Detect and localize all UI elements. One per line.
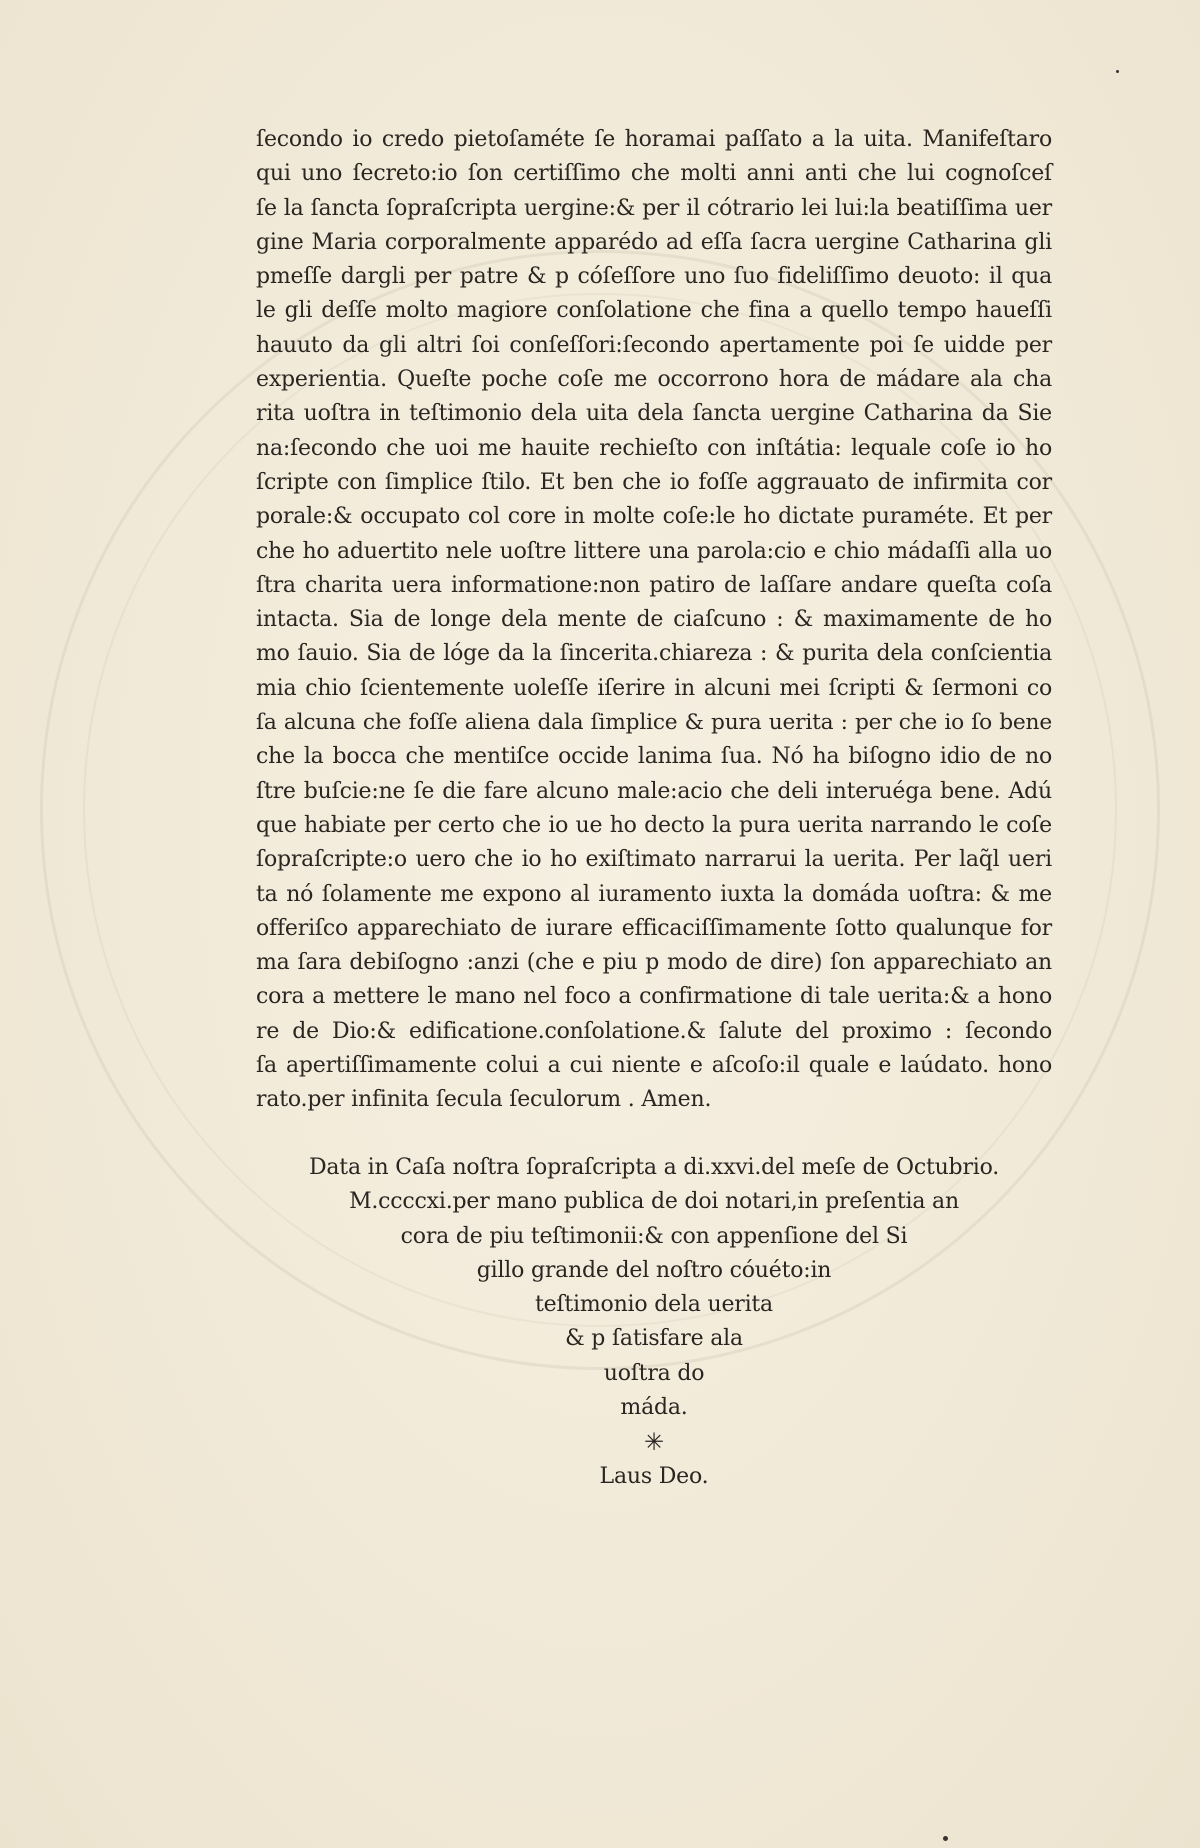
text-line: qui uno ſecreto:io ſon certiſſimo che molti anni anti che lui cognoſceſ [256,161,1052,187]
ink-speck [1116,70,1119,73]
text-line: pmeſſe dargli per patre & p cóſeſſore uno ſuo fideliſſimo deuoto: il qua [256,264,1052,290]
text-line: na:ſecondo che uoi me hauite rechieſto con inſtátia: lequale coſe io ho [256,435,1052,461]
colophon [256,1151,1052,1494]
text-line: rato.per infinita ſecula ſeculorum . Amen. [256,1087,712,1113]
text-line: che la bocca che mentiſce occide lanima ſua. Nó ha biſogno idio de no [256,744,1052,770]
colophon-line: & p ſatisfare ala [565,1326,743,1352]
text-line: cora a mettere le mano nel foco a confirmatione di tale uerita:& a hono [256,984,1052,1010]
text-line: porale:& occupato col core in molte coſe:le ho dictate puraméte. Et per [256,504,1052,530]
asterisk-ornament-icon: ✳ [644,1428,664,1457]
colophon-line: Data in Caſa noſtra ſopraſcripta a di.xxvi.del meſe de Octubrio. [308,1155,1000,1180]
text-line: que habiate per certo che io ue ho decto la pura uerita narrando le coſe [256,812,1052,838]
text-line: ſe la ſancta ſopraſcripta uergine:& per il cótrario lei lui:la beatiſſima uer [256,195,1052,221]
text-line: experientia. Queſte poche coſe me occorrono hora de mádare ala cha [256,367,1052,393]
text-line: ſa alcuna che foſſe aliena dala ſimplice & pura uerita : per che io ſo bene [256,710,1052,736]
text-line: le gli deſſe molto magiore conſolatione che fina a quello tempo haueſſi [256,298,1052,324]
text-line: ſcripte con ſimplice ſtilo. Et ben che io foſſe aggrauato de infirmita cor [256,469,1052,495]
text-line: mo ſauio. Sia de lóge da la ſincerita.chiareza : & purita dela conſcientia [256,641,1052,667]
text-line: gine Maria corporalmente apparédo ad eſſa ſacra uergine Catharina gli [256,229,1052,255]
body-text [256,123,1052,1118]
text-line: offeriſco apparechiato de iurare efficaciſſimamente ſotto qualunque for [256,915,1052,941]
colophon-line: teſtimonio dela uerita [535,1292,773,1318]
colophon-line: máda. [620,1395,688,1421]
text-line: intacta. Sia de longe dela mente de ciaſcuno : & maximamente de ho [256,607,1052,633]
colophon-line: uoſtra do [603,1360,705,1386]
colophon-line: M.ccccxi.per mano publica de doi notari,in preſentia an [349,1189,959,1215]
closing-line: Laus Deo. [599,1463,709,1489]
text-line: mia chio ſcientemente uoleſſe iſerire in alcuni mei ſcripti & ſermoni co [256,675,1052,701]
ink-speck [943,1836,948,1841]
text-line: ta nó ſolamente me expono al iuramento iuxta la domáda uoſtra: & me [256,881,1052,907]
text-line: rita uoſtra in teſtimonio dela uita dela ſancta uergine Catharina da Sie [256,401,1052,427]
text-line: hauuto da gli altri ſoi conſeſſori:ſecondo apertamente poi ſe uidde per [256,332,1052,358]
text-line: ſtre buſcie:ne ſe die fare alcuno male:acio che deli interuéga bene. Adú [256,778,1052,804]
text-line: ſopraſcripte:o uero che io ho exiſtimato narrarui la uerita. Per laq̃l ueri [256,847,1052,873]
text-line: ſtra charita uera informatione:non patiro de laſſare andare queſta coſa [256,572,1052,598]
text-line: che ho aduertito nele uoſtre littere una parola:cio e chio mádaſſi alla uo [256,538,1052,564]
colophon-line: cora de piu teſtimonii:& con appenſione del Si [400,1223,908,1249]
text-line: ma ſara debiſogno :anzi (che e piu p modo de dire) ſon apparechiato an [256,950,1052,976]
text-line: ſecondo io credo pietoſaméte ſe horamai paſſato a la uita. Manifeſtaro [256,127,1052,152]
text-line: re de Dio:& edificatione.conſolatione.& ſalute del proximo : ſecondo [256,1018,1052,1044]
colophon-line: gillo grande del noſtro cóuéto:in [476,1257,832,1283]
text-line: ſa apertiſſimamente colui a cui niente e aſcoſo:il quale e laúdato. hono [256,1053,1052,1079]
